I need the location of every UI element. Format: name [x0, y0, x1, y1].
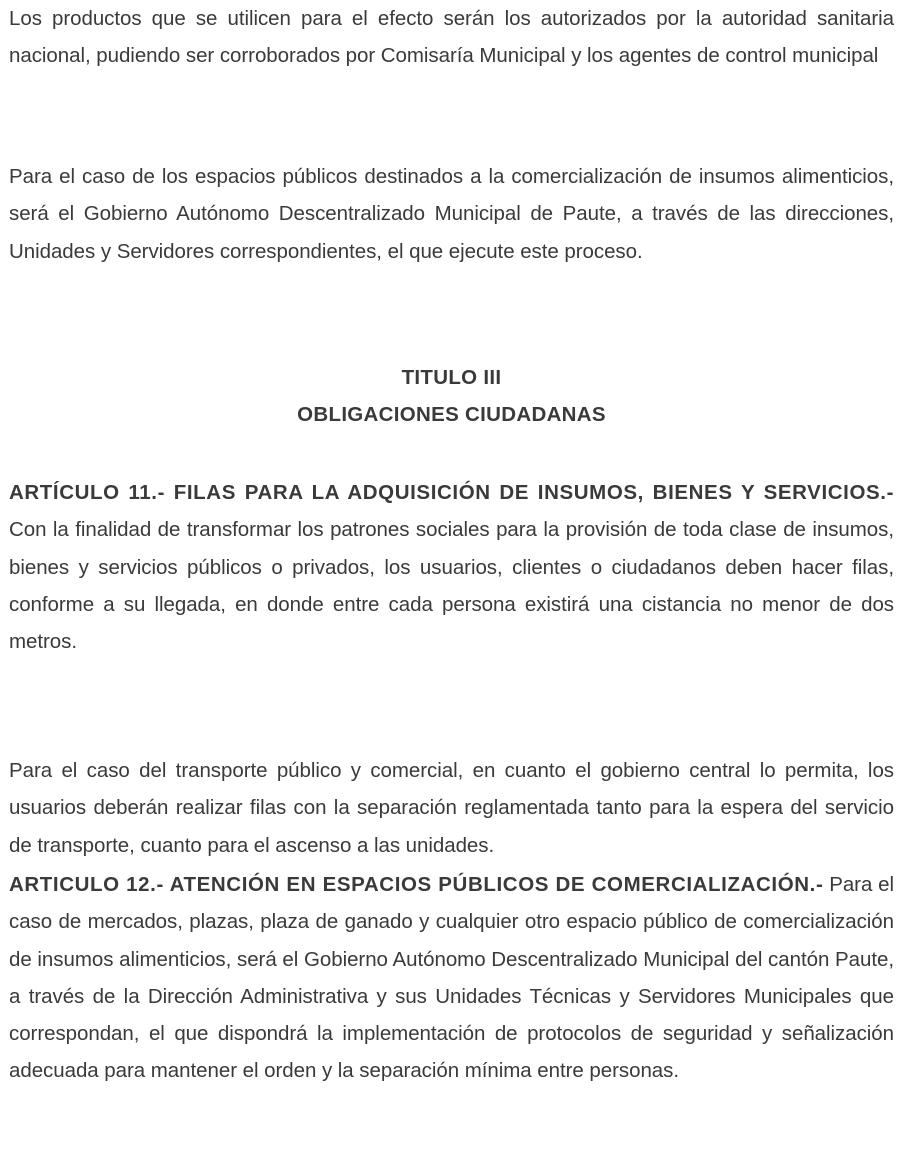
- paragraph-transport-text: Para el caso del transporte público y comercial, en cuanto el gobierno central lo permita, los usuarios deberán realizar filas con la separación reglamentada tanto para la espera del servicio de transporte, cuanto para el ascenso a las unidades.: [9, 759, 894, 857]
- article-11-heading: ARTÍCULO 11.- FILAS PARA LA ADQUISICIÓN DE INSUMOS, BIENES Y SERVICIOS.-: [9, 481, 894, 504]
- paragraph-public-spaces: [9, 158, 894, 270]
- paragraph-public-spaces-text: Para el caso de los espacios públicos destinados a la comercialización de insumos alimenticios, será el Gobierno Autónomo Descentralizado Municipal de Paute, a través de las direcciones, Unidades y Servidores correspondientes, el que ejecute este proceso.: [9, 165, 894, 263]
- section-title: TITULO III: [401, 366, 502, 389]
- paragraph-products-text: Los productos que se utilicen para el efecto serán los autorizados por la autoridad sanitaria nacional, pudiendo ser corroborados por Comisaría Municipal y los agentes de control municipal: [9, 7, 894, 68]
- article-12-heading: ARTICULO 12.- ATENCIÓN EN ESPACIOS PÚBLICOS DE COMERCIALIZACIÓN.-: [9, 873, 824, 896]
- article-12-body: Para el caso de mercados, plazas, plaza de ganado y cualquier otro espacio público de comercialización de insumos alimenticios, será el Gobierno Autónomo Descentralizado Municipal del cantón Paute, a través de la Dirección Administrativa y sus Unidades Técnicas y Servidores Municipales que correspondan, el que dispondrá la implementación de protocolos de seguridad y señalización adecuada para mantener el orden y la separación mínima entre personas.: [9, 873, 894, 1083]
- paragraph-products: [9, 0, 894, 75]
- article-11: [9, 474, 894, 660]
- paragraph-transport: [9, 752, 894, 864]
- article-12: [9, 866, 894, 1090]
- article-11-body: Con la finalidad de transformar los patrones sociales para la provisión de toda clase de insumos, bienes y servicios públicos o privados, los usuarios, clientes o ciudadanos deben hacer filas, conforme a su llegada, en donde entre cada persona existirá una cistancia no menor de dos metros.: [9, 518, 894, 654]
- section-subtitle: OBLIGACIONES CIUDADANAS: [297, 403, 606, 426]
